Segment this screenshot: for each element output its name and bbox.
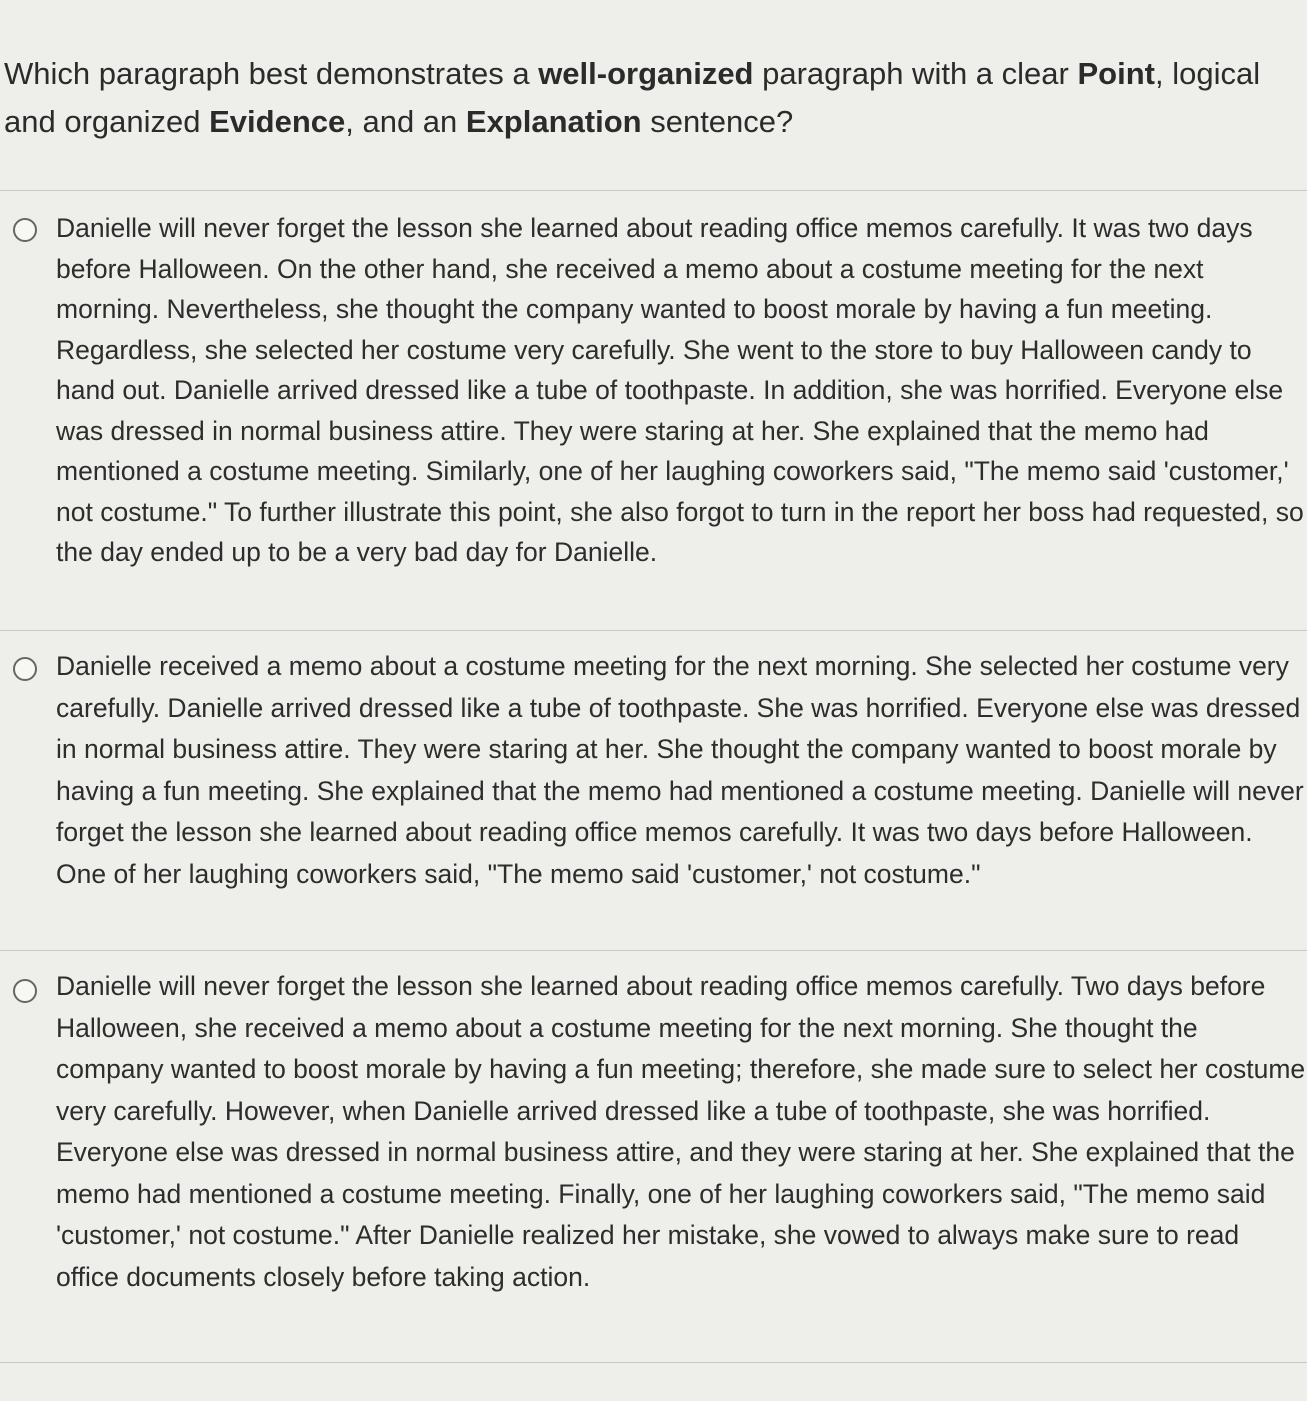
- question-prompt: [4, 50, 1294, 146]
- radio-button-option-1[interactable]: [13, 218, 37, 242]
- answer-option-1[interactable]: [0, 208, 1307, 618]
- answer-option-2[interactable]: [0, 646, 1307, 936]
- divider-top: [0, 190, 1307, 191]
- divider-option-2: [0, 950, 1307, 951]
- divider-bottom: [0, 1362, 1307, 1363]
- question-bold-point: Point: [1077, 56, 1155, 91]
- answer-option-2-text[interactable]: Danielle received a memo about a costume meeting for the next morning. She selected her costume very carefully. Danielle arrived dressed like a tube of toothpaste. She was horrified. Everyone else was dressed in normal business attire. They were staring at her. She thought the company wanted to boost morale by having a fun meeting. She explained that the memo had mentioned a costume meeting. Danielle will never forget the lesson she learned about reading office memos carefully. It was two days before Halloween. One of her laughing coworkers said, "The memo said 'customer,' not costume.": [56, 651, 1304, 889]
- radio-button-option-3[interactable]: [13, 979, 37, 1003]
- answer-option-1-text[interactable]: Danielle will never forget the lesson she learned about reading office memos carefully. It was two days before Halloween. On the other hand, she received a memo about a costume meeting for the next morning. Nevertheless, she thought the company wanted to boost morale by having a fun meeting. Regardless, she selected her costume very carefully. She went to the store to buy Halloween candy to hand out. Danielle arrived dressed like a tube of toothpaste. In addition, she was horrified. Everyone else was dressed in normal business attire. They were staring at her. She explained that the memo had mentioned a costume meeting. Similarly, one of her laughing coworkers said, "The memo said 'customer,' not costume." To further illustrate this point, she also forgot to turn in the report her boss had requested, so the day ended up to be a very bad day for Danielle.: [56, 213, 1304, 567]
- question-text-2: paragraph with a clear: [753, 56, 1078, 91]
- divider-option-1: [0, 630, 1307, 631]
- question-bold-evidence: Evidence: [209, 104, 346, 139]
- answer-option-3[interactable]: [0, 966, 1307, 1306]
- answer-option-3-text[interactable]: Danielle will never forget the lesson she learned about reading office memos carefully. Two days before Halloween, she received a memo about a costume meeting for the next morning. She thought the company wanted to boost morale by having a fun meeting; therefore, she made sure to select her costume very carefully. However, when Danielle arrived dressed like a tube of toothpaste, she was horrified. Everyone else was dressed in normal business attire, and they were staring at her. She explained that the memo had mentioned a costume meeting. Finally, one of her laughing coworkers said, "The memo said 'customer,' not costume." After Danielle realized her mistake, she vowed to always make sure to read office documents closely before taking action.: [56, 971, 1306, 1292]
- radio-button-option-2[interactable]: [13, 657, 37, 681]
- question-text-1: Which paragraph best demonstrates a: [4, 56, 539, 91]
- question-text-4: , and an: [345, 104, 466, 139]
- question-text-5: sentence?: [641, 104, 794, 139]
- question-bold-explanation: Explanation: [465, 104, 642, 139]
- question-text-3: , logical and organized: [4, 56, 1261, 139]
- question-bold-well-organized: well-organized: [538, 56, 754, 91]
